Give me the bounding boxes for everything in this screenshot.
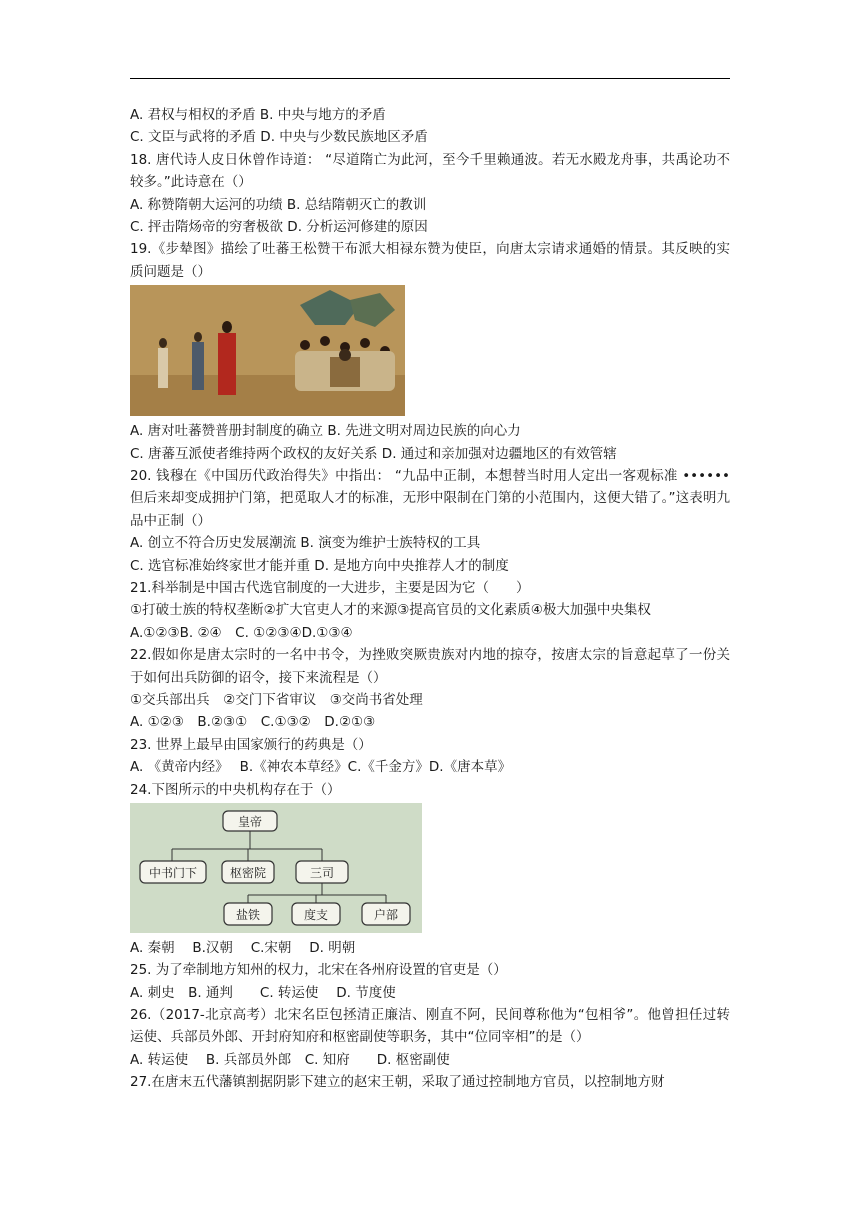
question-24-stem: 24.下图所示的中央机构存在于（） — [130, 781, 341, 798]
question-21-items: ①打破士族的特权垄断②扩大官吏人才的来源③提高官员的文化素质④极大加强中央集权 — [130, 602, 651, 619]
question-22-stem: 22.假如你是唐太宗时的一名中书令，为挫败突厥贵族对内地的掠夺，按唐太宗的旨意起草了一份关于如何出兵防御的诏令，接下来流程是（） — [130, 647, 730, 686]
question-20-stem: 20. 钱穆在《中国历代政治得失》中指出： “九品中正制，本想替当时用人定出一客观标准 •••••• 但后来却变成拥护门第，把觅取人才的标准，无形中限制在门第的小范围内，这便大错了。”这表明九品中正制（） — [130, 467, 730, 529]
question-20-options-1: A. 创立不符合历史发展潮流 B. 演变为维护士族特权的工具 — [130, 535, 481, 552]
painting-illustration — [130, 285, 405, 416]
question-21-stem: 21.科举制是中国古代选官制度的一大进步，主要是因为它（ ） — [130, 579, 530, 596]
question-23-stem: 23. 世界上最早由国家颁行的药典是（） — [130, 736, 372, 753]
question-24-options: A. 秦朝 B.汉朝 C.宋朝 D. 明朝 — [130, 939, 356, 956]
org-node-label: 户部 — [373, 907, 399, 922]
org-node-root-label: 皇帝 — [237, 814, 263, 829]
question-25-options: A. 刺史 B. 通判 C. 转运使 D. 节度使 — [130, 984, 396, 1001]
question-22-options: A. ①②③ B.②③① C.①③② D.②①③ — [130, 714, 376, 731]
org-node-label: 度支 — [303, 907, 329, 922]
question-18-options-2: C. 抨击隋炀帝的穷奢极欲 D. 分析运河修建的原因 — [130, 218, 428, 235]
question-26-stem: 26.（2017-北京高考）北宋名臣包拯清正廉洁、刚直不阿，民间尊称他为“包相爷”。他曾担任过转运使、兵部员外郎、开封府知府和枢密副使等职务，其中“位同宰相”的是（） — [130, 1007, 730, 1046]
question-21-options: A.①②③B. ②④ C. ①②③④D.①③④ — [130, 624, 353, 641]
header-rule — [130, 78, 730, 79]
painting-image — [130, 285, 405, 416]
question-23-options: A. 《黄帝内经》 B.《神农本草经》C.《千金方》D.《唐本草》 — [130, 759, 512, 776]
question-20-options-2: C. 选官标准始终家世才能并重 D. 是地方向中央推荐人才的制度 — [130, 557, 509, 574]
question-22-items: ①交兵部出兵 ②交门下省审议 ③交尚书省处理 — [130, 691, 423, 708]
option-line: C. 文臣与武将的矛盾 D. 中央与少数民族地区矛盾 — [130, 129, 428, 146]
question-19-options-2: C. 唐蕃互派使者维持两个政权的友好关系 D. 通过和亲加强对边疆地区的有效管辖 — [130, 445, 617, 462]
org-node-label: 三司 — [309, 865, 335, 880]
option-line: A. 君权与相权的矛盾 B. 中央与地方的矛盾 — [130, 107, 386, 123]
question-26-options: A. 转运使 B. 兵部员外郎 C. 知府 D. 枢密副使 — [130, 1051, 450, 1068]
question-18-stem: 18. 唐代诗人皮日休曾作诗道： “尽道隋亡为此河，至今千里赖通波。若无水殿龙舟事，共禹论功不较多。”此诗意在（） — [130, 151, 730, 191]
question-25-stem: 25. 为了牵制地方知州的权力，北宋在各州府设置的官吏是（） — [130, 962, 507, 979]
question-27-stem: 27.在唐末五代藩镇割据阴影下建立的赵宋王朝，采取了通过控制地方官员，以控制地方财 — [130, 1074, 665, 1091]
org-chart-diagram — [130, 803, 422, 933]
question-19-options-1: A. 唐对吐蕃赞普册封制度的确立 B. 先进文明对周边民族的向心力 — [130, 423, 521, 440]
question-18-options-1: A. 称赞隋朝大运河的功绩 B. 总结隋朝灭亡的教训 — [130, 196, 427, 213]
org-node-label: 中书门下 — [148, 865, 198, 880]
exam-content — [130, 104, 730, 1094]
question-19-stem: 19.《步辇图》描绘了吐蕃王松赞干布派大相禄东赞为使臣，向唐太宗请求通婚的情景。其反映的实质问题是（） — [130, 241, 730, 280]
org-node-label: 盐铁 — [235, 907, 261, 922]
org-node-label: 枢密院 — [229, 865, 267, 880]
